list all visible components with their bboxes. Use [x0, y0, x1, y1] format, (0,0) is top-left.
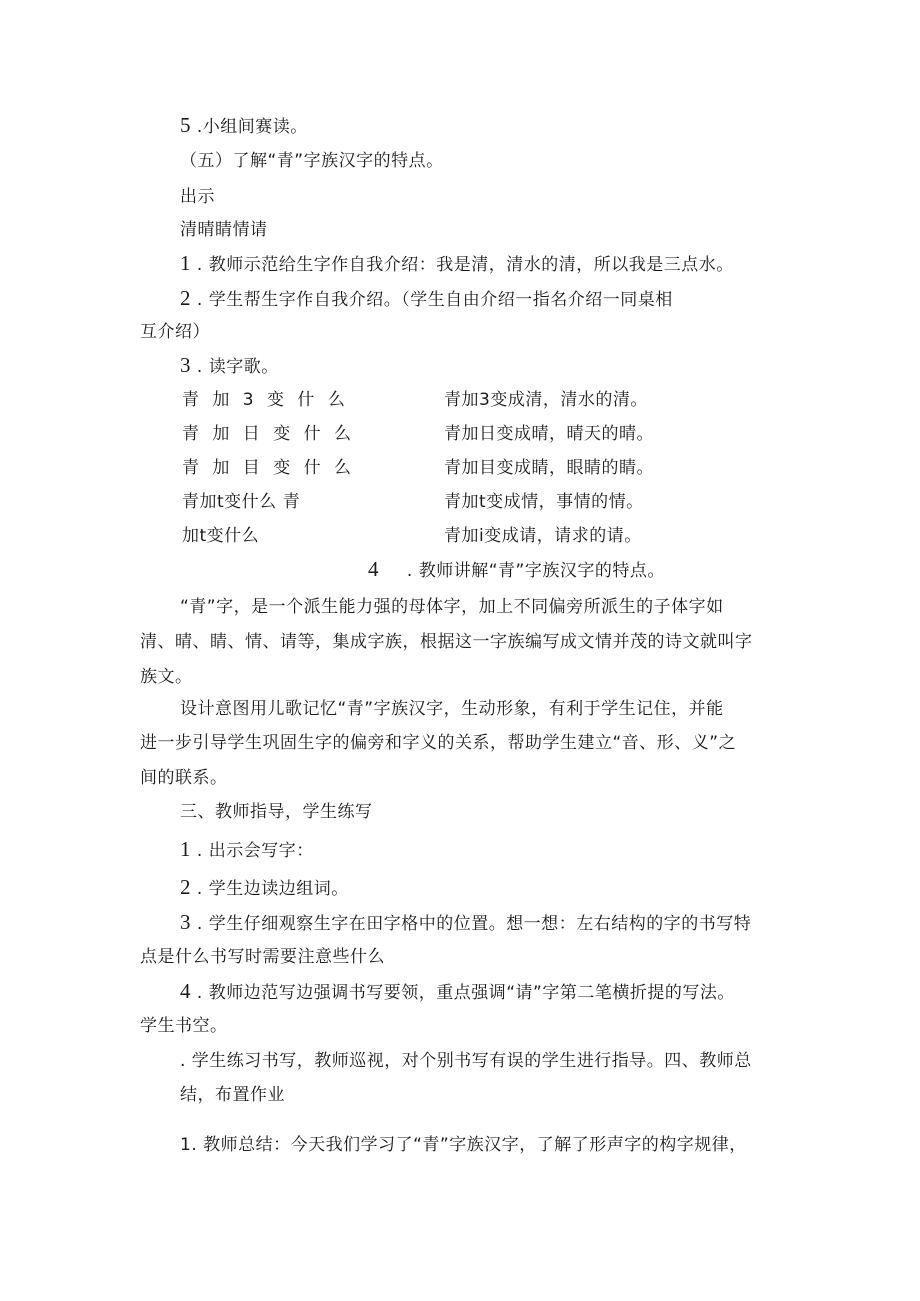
song-left-line: 加t变什么	[182, 526, 260, 546]
step-3	[180, 354, 279, 378]
item-text: . 学生边读边组词。	[196, 879, 349, 899]
item-text: . 教师边范写边强调书写要领，重点强调“请”字第二笔横折提的写法。	[196, 983, 735, 1003]
song-left-line: 青 加 日 变 什 么	[182, 424, 356, 444]
show-label: 出示	[180, 187, 215, 207]
song-right-line: 青加3变成清，清水的清。	[444, 390, 648, 410]
step-number: 2	[180, 286, 191, 310]
step-1	[180, 252, 734, 276]
item-text: . 学生仔细观察生字在田字格中的位置。想一想：左右结构的字的书写特	[196, 914, 752, 934]
step-2-continued: 互介绍）	[140, 322, 210, 342]
list-item-1	[180, 838, 314, 862]
item-number: 3	[180, 910, 191, 934]
step-2	[180, 287, 673, 311]
design-intent-line: 进一步引导学生巩固生字的偏旁和字义的关系，帮助学生建立“音、形、义”之	[140, 733, 737, 753]
step-text: . 教师示范给生字作自我介绍：我是清，清水的清，所以我是三点水。	[196, 255, 734, 275]
practice-line: 结，布置作业	[180, 1085, 285, 1105]
item-text: . 出示会写字：	[196, 841, 314, 861]
list-item-3-continued: 点是什么书写时需要注意些什么	[140, 947, 385, 967]
song-left-line: 青 加 目 变 什 么	[182, 458, 356, 478]
step-text: . 读字歌。	[196, 357, 279, 377]
character-list: 清晴睛情请	[180, 220, 268, 240]
list-item-4-continued: 学生书空。	[140, 1016, 228, 1036]
song-left-line: 青 加 3 变 什 么	[182, 390, 349, 410]
step-number: 5	[180, 113, 191, 137]
step-text: .小组间赛读。	[196, 117, 308, 137]
design-intent-line: 间的联系。	[140, 768, 228, 788]
song-right-line: 青加t变成情，事情的情。	[444, 492, 644, 512]
paragraph-line: 清、晴、睛、情、请等，集成字族，根据这一字族编写成文情并茂的诗文就叫字	[140, 632, 753, 652]
paragraph-line: “青”字，是一个派生能力强的母体字，加上不同偏旁所派生的子体字如	[180, 597, 724, 617]
section-heading-5: （五）了解“青”字族汉字的特点。	[180, 151, 444, 171]
practice-line: . 学生练习书写，教师巡视，对个别书写有误的学生进行指导。四、教师总	[180, 1051, 752, 1071]
list-item-4	[180, 980, 735, 1004]
item-number: 1	[180, 837, 191, 861]
song-right-line: 青加目变成睛，眼睛的睛。	[444, 458, 654, 478]
item-number: 2	[180, 875, 191, 899]
design-intent-line: 设计意图用儿歌记忆“青”字族汉字，生动形象，有利于学生记住，并能	[180, 699, 724, 719]
step-number: 4	[368, 557, 379, 581]
step-number: 1	[180, 251, 191, 275]
list-item-2	[180, 876, 349, 900]
summary-line: 1. 教师总结：今天我们学习了“青”字族汉字，了解了形声字的构字规律，	[180, 1135, 747, 1155]
song-left-line: 青加t变什么 青	[182, 492, 301, 512]
step-4-heading	[368, 558, 665, 582]
step-text: . 教师讲解“青”字族汉字的特点。	[406, 561, 665, 581]
paragraph-line: 族文。	[140, 667, 193, 687]
item-number: 4	[180, 979, 191, 1003]
step-text: . 学生帮生字作自我介绍。（学生自由介绍一指名介绍一同桌相	[196, 290, 673, 310]
step-number: 3	[180, 353, 191, 377]
step-5	[180, 114, 308, 138]
section-heading-3: 三、教师指导，学生练写	[180, 802, 373, 822]
song-right-line: 青加i变成请，请求的请。	[444, 526, 642, 546]
list-item-3	[180, 911, 751, 935]
song-right-line: 青加日变成晴，晴天的晴。	[444, 424, 654, 444]
